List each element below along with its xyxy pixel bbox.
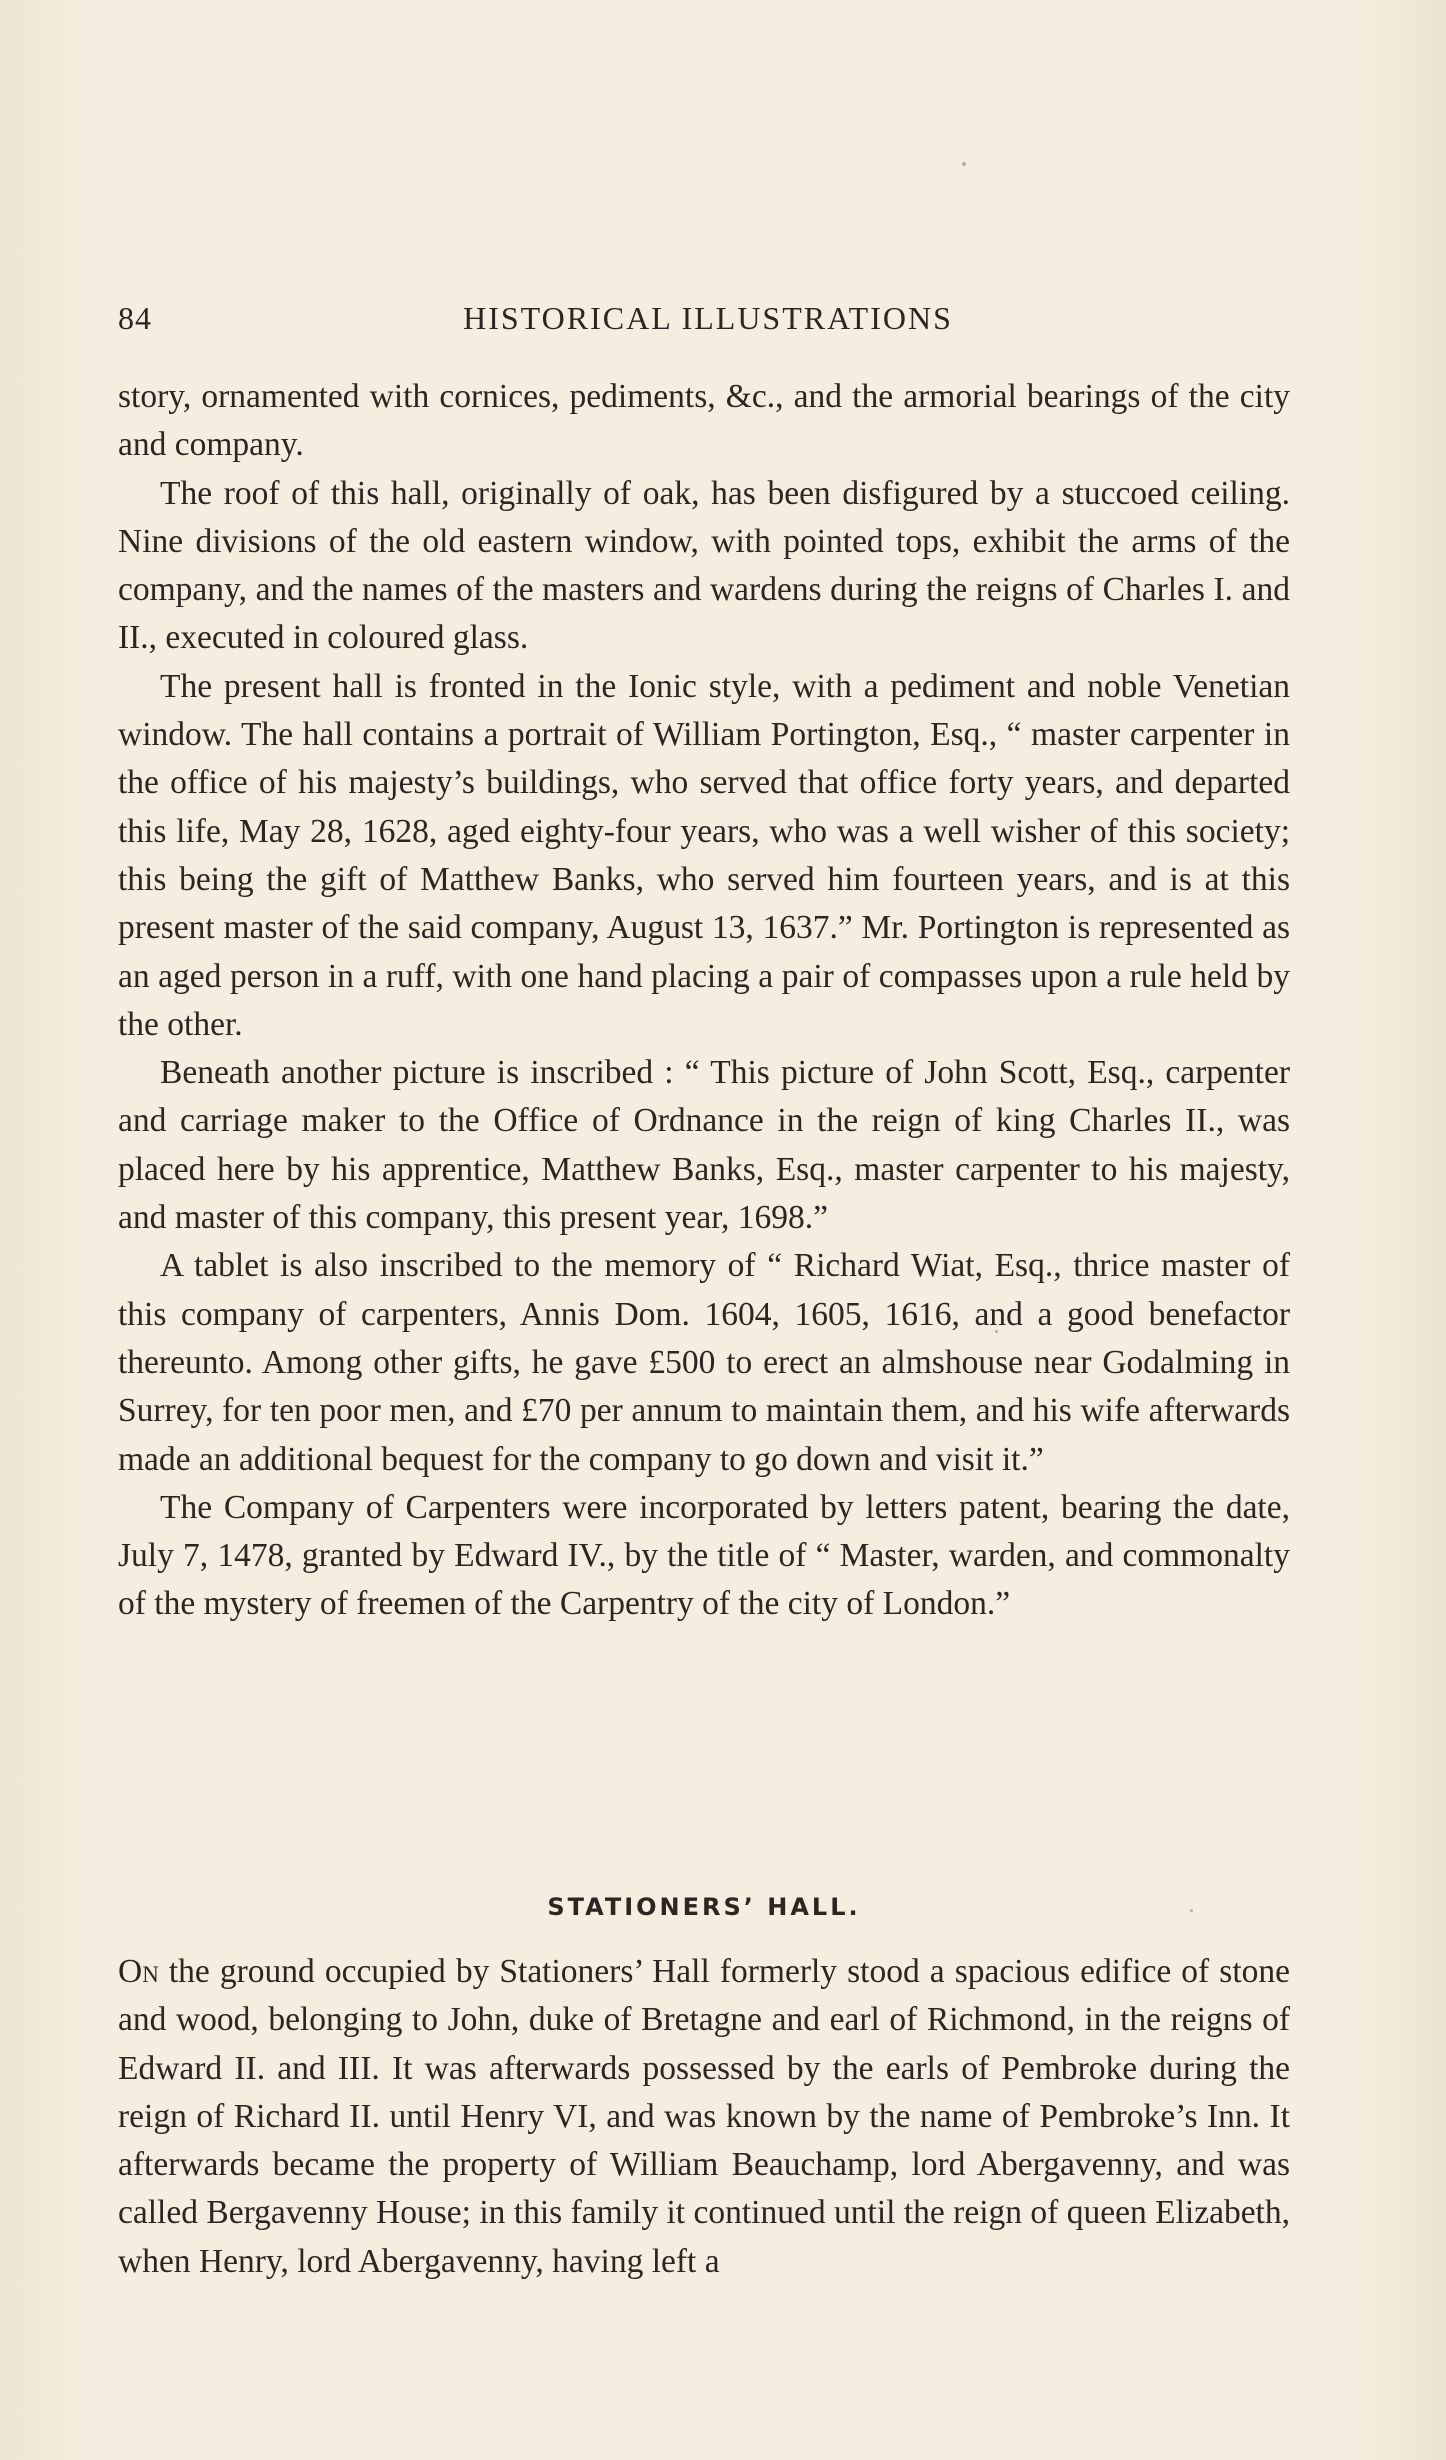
paragraph: A tablet is also inscribed to the memory of “ Richard Wiat, Esq., thrice master of this company of carpenters, Annis Dom. 1604, 1605, 1616, and a good benefactor thereunto. Among other gifts, he gave £500 to erect an almshouse near Godalming in Surrey, for ten poor men, and £70 per annum to maintain them, and his wife afterwards made an additional bequest for the company to go down and visit it.” — [118, 1247, 1290, 1478]
paragraph: The present hall is fronted in the Ionic style, with a pediment and noble Venetian window. The hall contains a portrait of William Portington, Esq., “ master carpenter in the office of his majesty’s buildings, who served that office forty years, and departed this life, May 28, 1628, aged eighty-four years, who was a well wisher of this society; this being the gift of Matthew Banks, who served him fourteen years, and is at this present master of the said company, August 13, 1637.” Mr. Portington is represented as an aged person in a ruff, with one hand placing a pair of compasses upon a rule held by the other. — [118, 667, 1290, 1043]
paragraph: story, ornamented with cornices, pediments, &c., and the armorial bearings of the city and company. — [118, 378, 1290, 464]
section-text — [118, 1948, 1290, 2286]
paragraph: The roof of this hall, originally of oak, has been disfigured by a stuccoed ceiling. Nine divisions of the old eastern window, with pointed tops, exhibit the arms of the company, and the names of the masters and wardens during the reigns of Charles I. and II., executed in coloured glass. — [118, 474, 1290, 657]
paragraph: The Company of Carpenters were incorporated by letters patent, bearing the date, July 7, 1478, granted by Edward IV., by the title of “ Master, warden, and commonalty of the mystery of freemen of the Carpentry of the city of London.” — [118, 1488, 1290, 1623]
paper-speck — [962, 162, 966, 166]
running-title: HISTORICAL ILLUSTRATIONS — [463, 300, 953, 336]
section-heading: STATIONERS’ HALL. — [547, 1893, 861, 1921]
lead-word: On — [118, 1953, 159, 1990]
section-paragraph-text: the ground occupied by Stationers’ Hall formerly stood a spacious edifice of stone and wood, belonging to John, duke of Bretagne and earl of Richmond, in the reigns of Edward II. and III. It was afterwards possessed by the earls of Pembroke during the reign of Richard II. until Henry VI, and was known by the name of Pembroke’s Inn. It afterwards became the property of William Beauchamp, lord Abergavenny, and was called Bergavenny House; in this family it continued until the reign of queen Elizabeth, when Henry, lord Abergavenny, having left a — [118, 1953, 1290, 2280]
paragraph: Beneath another picture is inscribed : “ This picture of John Scott, Esq., carpenter and carriage maker to the Office of Ordnance in the reign of king Charles II., was placed here by his apprentice, Matthew Banks, Esq., master carpenter to his majesty, and master of this company, this present year, 1698.” — [118, 1054, 1290, 1237]
page-number: 84 — [118, 300, 152, 336]
section-paragraph — [118, 1948, 1290, 2286]
running-head — [118, 300, 1298, 350]
body-text — [118, 373, 1290, 1629]
